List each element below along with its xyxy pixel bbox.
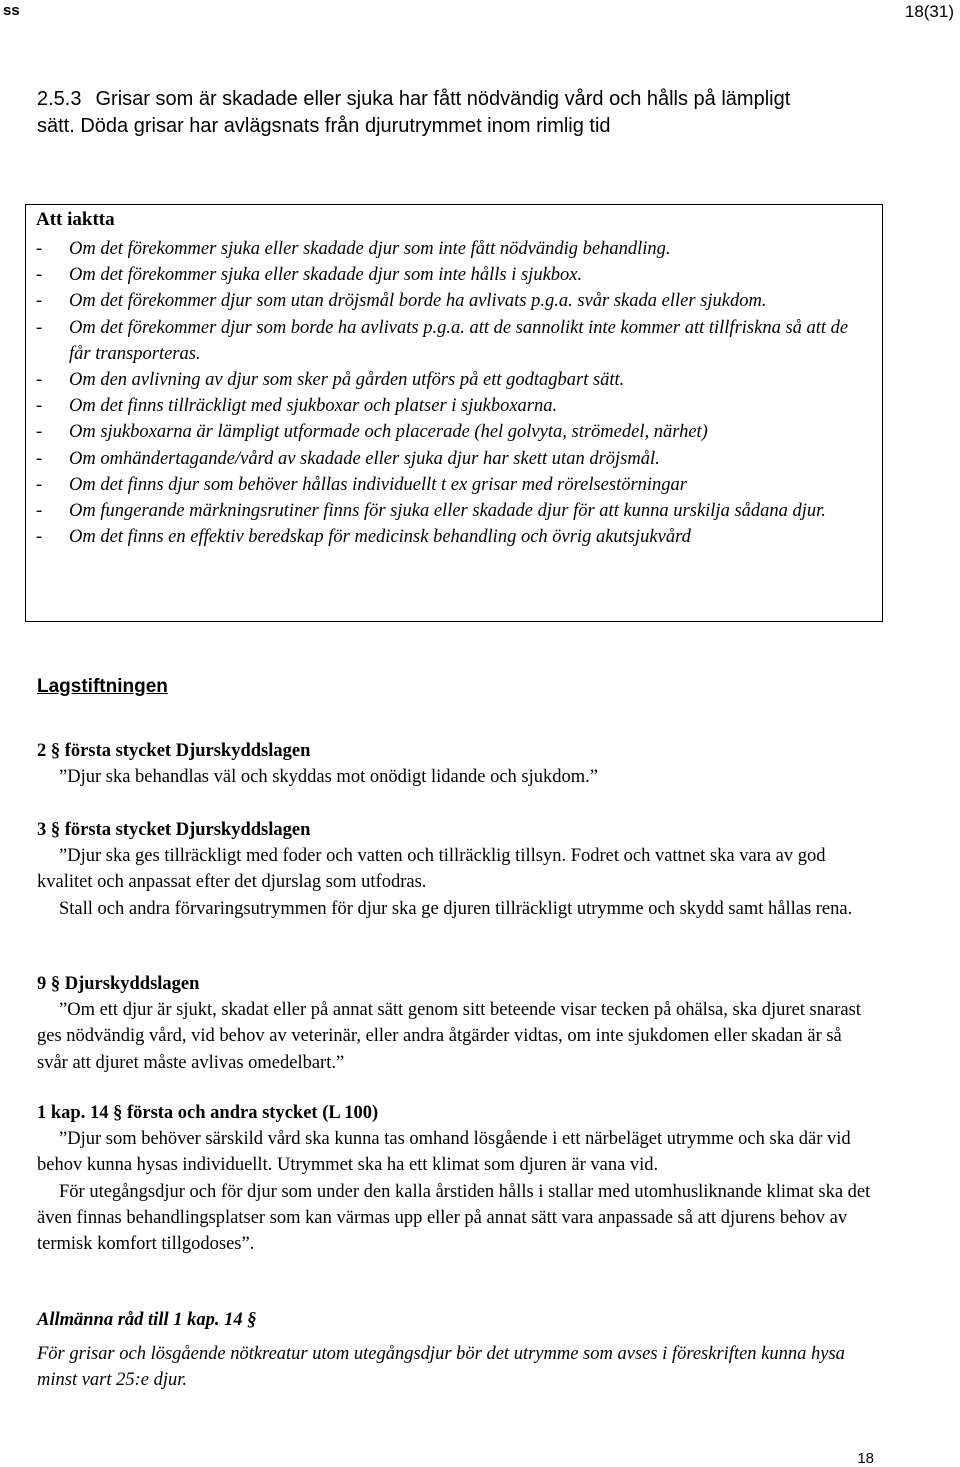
law-title: 2 § första stycket Djurskyddslagen — [37, 741, 311, 761]
list-item: - Om den avlivning av djur som sker på gården utförs på ett godtagbart sätt. — [36, 370, 625, 391]
header-page-count: 18(31) — [904, 2, 954, 21]
law-entry-9 — [37, 971, 877, 1076]
list-item: - Om det förekommer sjuka eller skadade djur som inte hålls i sjukbox. — [36, 265, 583, 286]
law-text: ”Djur ska ges tillräckligt med foder och vatten och tillräcklig tillsyn. Fodret och vattnet ska vara av god kvalitet och anpassat efter det djurslag som utfodras. — [37, 846, 826, 893]
inspection-list — [36, 236, 874, 550]
law-entry-2 — [37, 738, 877, 790]
legislation-heading: Lagstiftningen — [37, 676, 168, 697]
law-text: ”Om ett djur är sjukt, skadat eller på annat sätt genom sitt beteende visar tecken på ohälsa, ska djuret snarast ges nödvändig vård, vid behov av veterinär, eller andra åtgärder vidtas, om inte sjukdomen eller skadan är så svår att djuret måste avlivas omedelbart.” — [37, 1000, 861, 1073]
advice-title: Allmänna råd till 1 kap. 14 § — [37, 1310, 257, 1330]
law-text: För utegångsdjur och för djur som under den kalla årstiden hålls i stallar med utomhusliknande klimat ska det även finnas behandlingsplatser som kan värmas upp eller på annat sätt vara anpassade så att djurens behov av termisk komfort tillgodoses”. — [37, 1181, 871, 1255]
list-item: - Om det finns tillräckligt med sjukboxar och platser i sjukboxarna. — [36, 396, 558, 417]
header-left: ss — [3, 2, 20, 19]
law-entry-1kap14 — [37, 1100, 877, 1257]
list-item: - Om det förekommer djur som utan dröjsmål borde ha avlivats p.g.a. svår skada eller sjukdom. — [36, 291, 767, 312]
general-advice — [37, 1307, 877, 1394]
list-item: - Om det finns en effektiv beredskap för medicinsk behandling och övrig akutsjukvård — [36, 527, 691, 548]
section-heading — [37, 86, 827, 140]
law-text: Stall och andra förvaringsutrymmen för djur ska ge djuren tillräckligt utrymme och skydd samt hållas rena. — [59, 898, 853, 919]
list-item: - Om det finns djur som behöver hållas individuellt t ex grisar med rörelsestörningar — [36, 474, 687, 495]
list-item: - Om det förekommer sjuka eller skadade djur som inte fått nödvändig behandling. — [36, 239, 671, 259]
list-item: - Om fungerande märkningsrutiner finns för sjuka eller skadade djur för att kunna urskilja sådana djur. — [36, 501, 826, 522]
advice-text: För grisar och lösgående nötkreatur utom utegångsdjur bör det utrymme som avses i föreskriften kunna hysa minst vart 25:e djur. — [37, 1344, 845, 1391]
section-title: Grisar som är skadade eller sjuka har fått nödvändig vård och hålls på lämpligt sätt. Döda grisar har avlägsnats från djurutrymmet inom rimlig tid — [37, 88, 791, 137]
law-entry-3 — [37, 817, 877, 922]
list-item: - Om det förekommer djur som borde ha avlivats p.g.a. att de sannolikt inte kommer att tillfriskna så att de får transporteras. — [36, 317, 849, 364]
list-item: - Om sjukboxarna är lämpligt utformade och placerade (hel golvyta, strömedel, närhet) — [36, 422, 708, 443]
law-text: ”Djur ska behandlas väl och skyddas mot onödigt lidande och sjukdom.” — [59, 767, 598, 788]
law-title: 9 § Djurskyddslagen — [37, 974, 200, 994]
law-title: 1 kap. 14 § första och andra stycket (L 100) — [37, 1103, 379, 1123]
box-title: Att iaktta — [36, 209, 115, 230]
page-number: 18 — [857, 1450, 874, 1467]
inspection-box — [25, 204, 883, 622]
law-title: 3 § första stycket Djurskyddslagen — [37, 820, 311, 840]
section-number: 2.5.3 — [37, 88, 82, 110]
law-text: ”Djur som behöver särskild vård ska kunna tas omhand lösgående i ett närbeläget utrymme och ska där vid behov kunna hysas individuellt. Utrymmet ska ha ett klimat som djuren är vana vid. — [37, 1129, 851, 1176]
list-item: - Om omhändertagande/vård av skadade eller sjuka djur har skett utan dröjsmål. — [36, 448, 660, 469]
